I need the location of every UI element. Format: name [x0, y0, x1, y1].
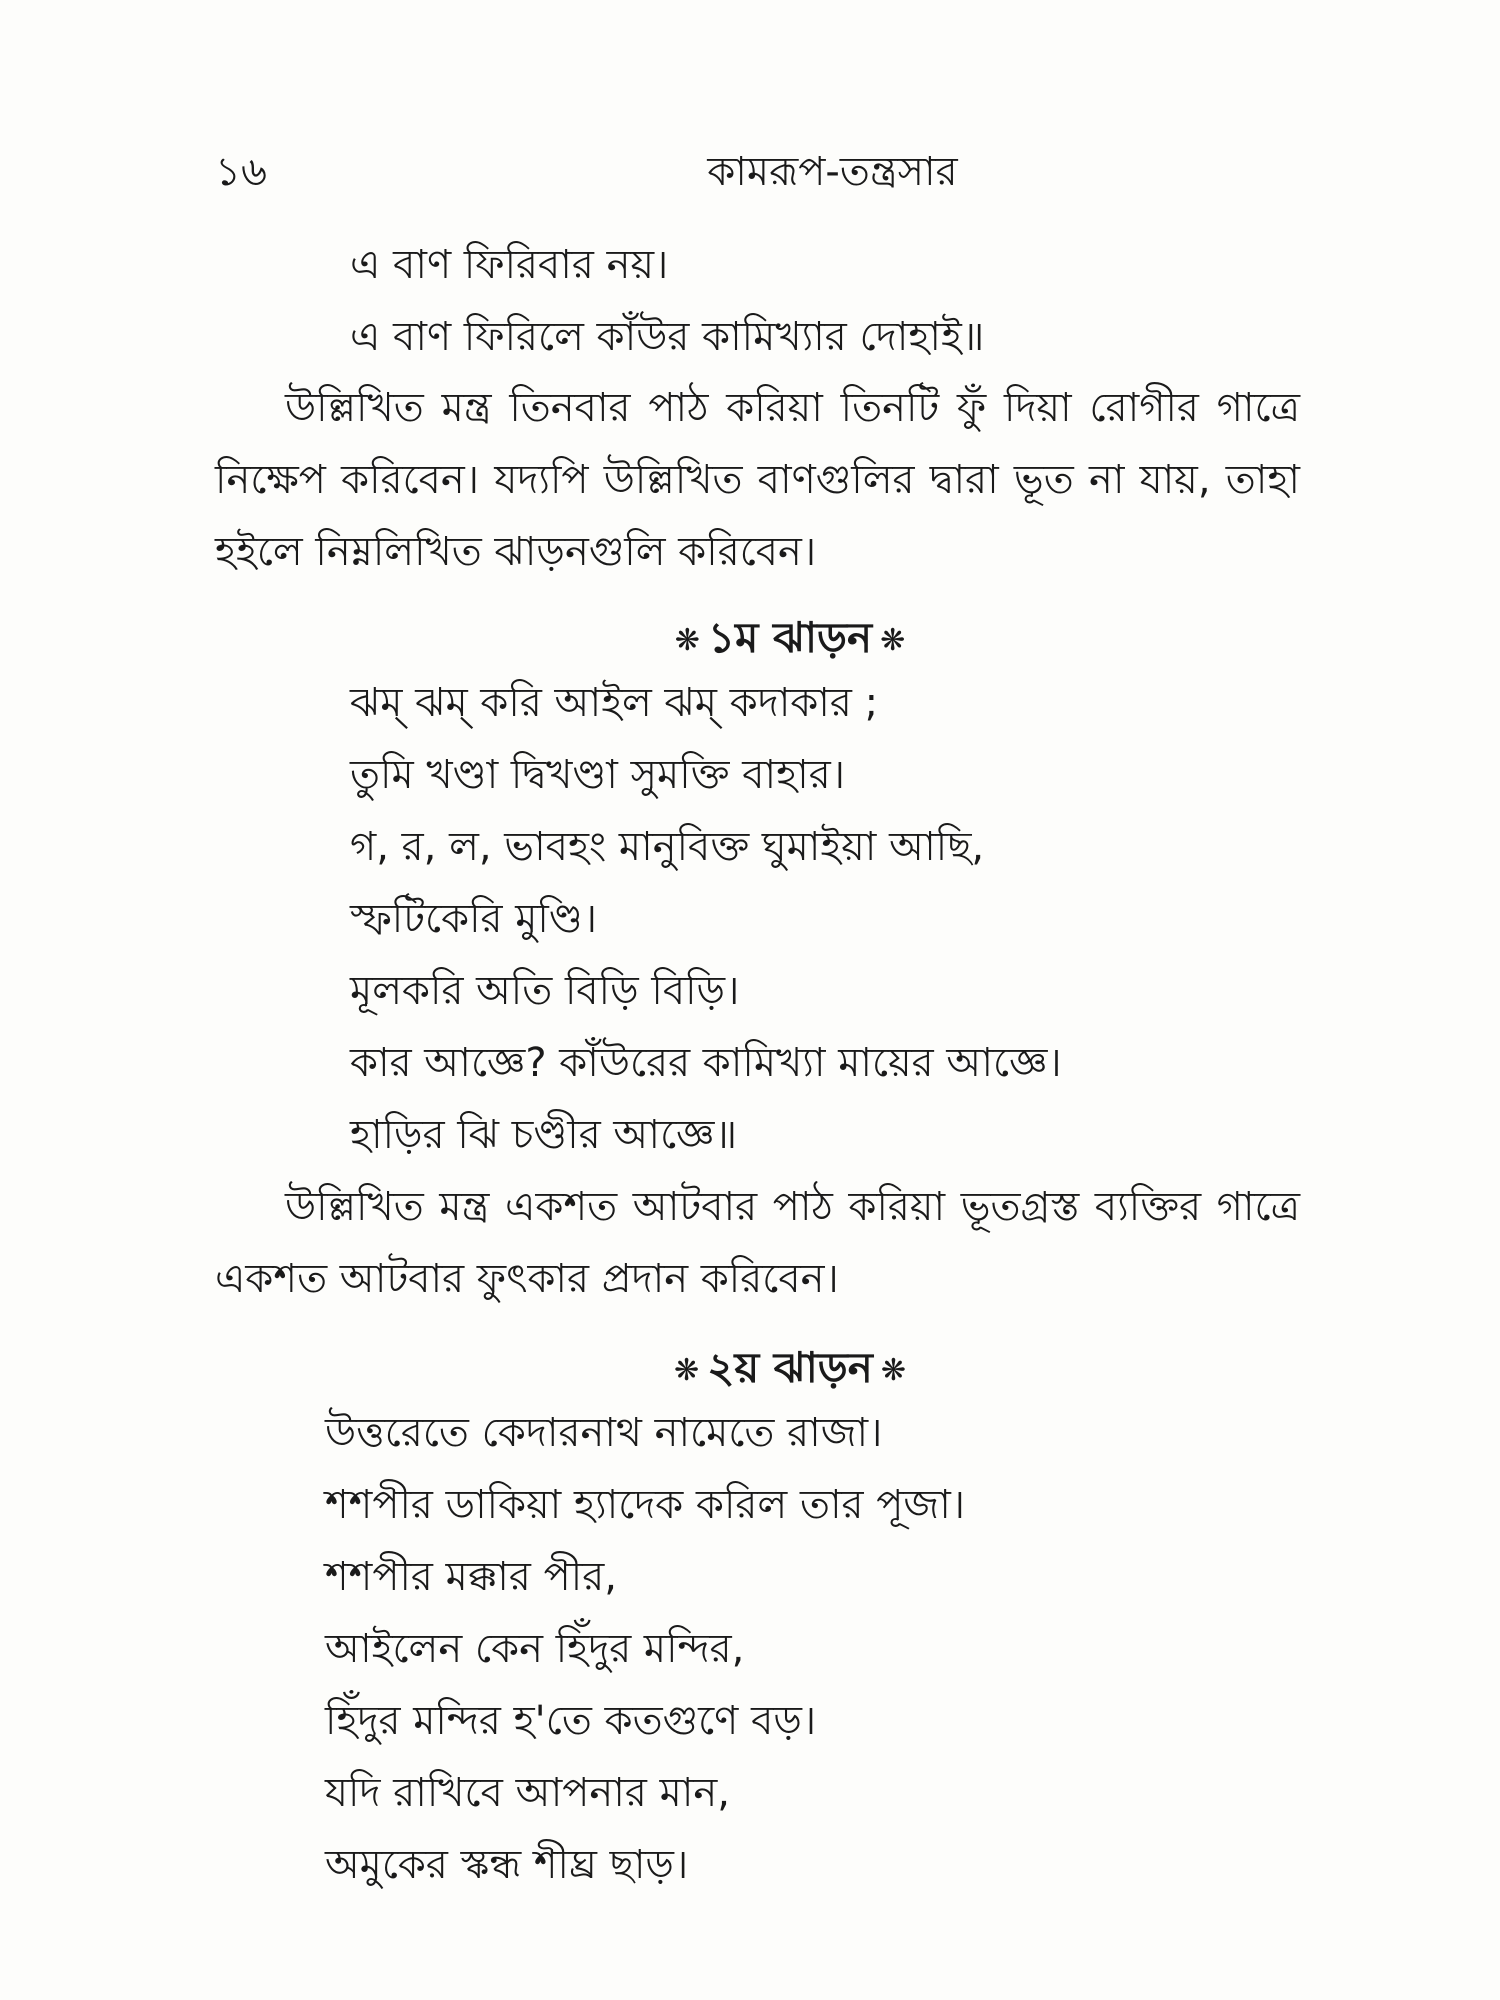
verse-line: হাড়ির ঝি চণ্ডীর আজ্ঞে॥	[350, 1112, 738, 1158]
section-heading-1	[0, 605, 1500, 676]
verse-line: অমুকের স্কন্ধ শীঘ্র ছাড়।	[325, 1842, 689, 1888]
verse-line: শশপীর ডাকিয়া হ্যাদেক করিল তার পূজা।	[325, 1482, 966, 1528]
star-ornament-icon: ❋	[880, 1353, 906, 1388]
paragraph-line: হইলে নিম্নলিখিত ঝাড়নগুলি করিবেন।	[215, 529, 817, 575]
intro-verse-line: এ বাণ ফিরিলে কাঁউর কামিখ্যার দোহাই॥	[350, 314, 985, 360]
paragraph-line: একশত আটবার ফুৎকার প্রদান করিবেন।	[215, 1256, 839, 1302]
paragraph-line: উল্লিখিত মন্ত্র একশত আটবার পাঠ করিয়া ভূতগ্রস্ত ব্যক্তির গাত্রে	[285, 1184, 1300, 1230]
star-ornament-icon: ❋	[880, 623, 906, 658]
paragraph-line: নিক্ষেপ করিবেন। যদ্যপি উল্লিখিত বাণগুলির দ্বারা ভূত না যায়, তাহা	[215, 457, 1300, 503]
section-title: ১ম ঝাড়ন	[707, 613, 873, 662]
paragraph-line: উল্লিখিত মন্ত্র তিনবার পাঠ করিয়া তিনটি ফুঁ দিয়া রোগীর গাত্রে	[285, 385, 1300, 431]
section-title: ২য় ঝাড়ন	[707, 1343, 873, 1392]
verse-line: গ, র, ল, ভাবহং মানুবিক্ত ঘুমাইয়া আছি,	[350, 824, 985, 870]
page-header	[215, 140, 1300, 200]
verse-line: আইলেন কেন হিঁদুর মন্দির,	[325, 1626, 745, 1672]
verse-line: তুমি খণ্ডা দ্বিখণ্ডা সুমক্তি বাহার।	[350, 752, 846, 798]
intro-verse-line: এ বাণ ফিরিবার নয়।	[350, 242, 669, 288]
verse-line: ঝম্ ঝম্ করি আইল ঝম্ কদাকার ;	[350, 680, 879, 726]
section-heading-2	[0, 1335, 1500, 1406]
page-number: ১৬	[215, 149, 267, 195]
verse-line: যদি রাখিবে আপনার মান,	[325, 1770, 730, 1816]
verse-line: স্ফটিকেরি মুণ্ডি।	[350, 896, 598, 942]
verse-line: হিঁদুর মন্দির হ'তে কতগুণে বড়।	[325, 1698, 817, 1744]
verse-line: উত্তরেতে কেদারনাথ নামেতে রাজা।	[325, 1410, 883, 1456]
verse-line: মূলকরি অতি বিড়ি বিড়ি।	[350, 968, 740, 1014]
verse-line: শশপীর মক্কার পীর,	[325, 1554, 617, 1600]
star-ornament-icon: ❋	[674, 623, 700, 658]
verse-line: কার আজ্ঞে? কাঁউরের কামিখ্যা মায়ের আজ্ঞে।	[350, 1040, 1062, 1086]
running-title: কামরূপ-তন্ত্রসার	[707, 149, 958, 195]
star-ornament-icon: ❋	[674, 1353, 700, 1388]
